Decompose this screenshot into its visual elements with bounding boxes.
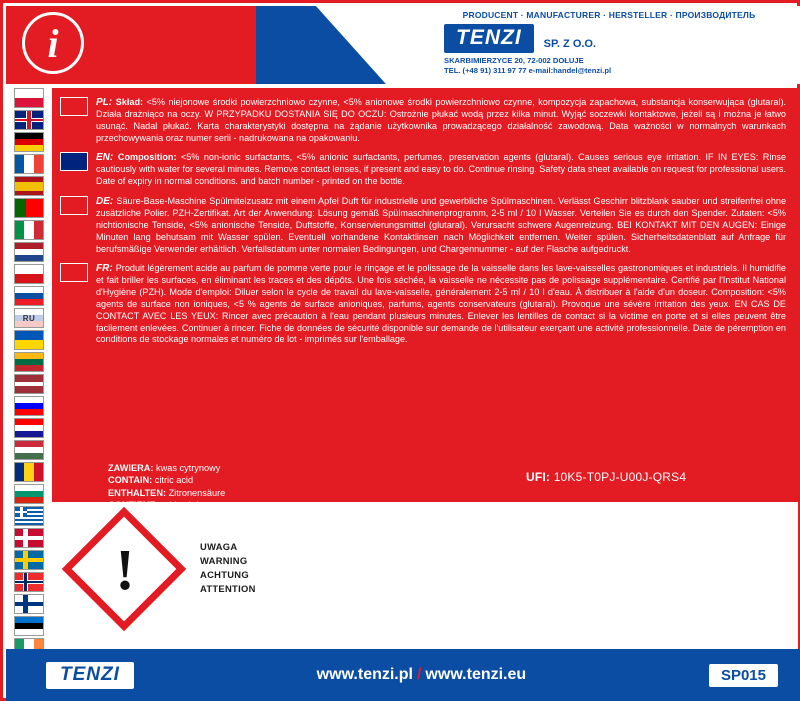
flag-poland [14, 88, 44, 108]
url-separator: / [416, 666, 422, 683]
tenzi-logo-header: TENZI [444, 24, 534, 53]
flag-bulgaria [14, 484, 44, 504]
flag-greece [14, 506, 44, 526]
flag-romania [14, 462, 44, 482]
ufi-block [526, 470, 686, 484]
contains-line: ZAWIERA: kwas cytrynowy [108, 463, 221, 473]
flag-lithuania [14, 352, 44, 372]
info-icon: i [22, 12, 84, 74]
flag-latvia [14, 374, 44, 394]
signal-word: ATTENTION [200, 583, 256, 595]
company-contact-line: TEL. (+48 91) 311 97 77 e-mail:handel@tenzi.pl [444, 65, 612, 75]
contains-line: ENTHALTEN: Zitronensäure [108, 487, 226, 498]
label-header [6, 6, 800, 84]
flag-italy [14, 220, 44, 240]
signal-words [200, 540, 256, 596]
flag-france [14, 154, 44, 174]
warning-strip [52, 502, 798, 649]
language-text-fr: FR: Produit légèrement acide au parfum de pomme verte pour le rinçage et le polissage de la vaisselle dans les lave-vaisselles gastronomiques et industriels. Il humidifie et fait briller les surfaces, en éliminant les traces et des dépôts. Une fois séchée, la vaisselle ne nécessite pas de polissage supplémentaire. Certifié par l'Institut National d'Hygiène (PZH). Mode d'emploi: Diluer selon le cycle de travail du lave-vaisselle, généralement 2-5 ml / 10 l d'eau. À distribuer à l'aide d'un doseur. Composition: <5% agents de surface non ioniques, <5 % agents de surface anioniques, parfums, agents conservateurs (glutaral). Provoque une sévère irritation des yeux. EN CAS DE CONTACT AVEC LES YEUX: Rincer avec précaution à l'eau pendant plusieurs minutes. Enlever les lentilles de contact si la victime en porte et si elles peuvent être facilement enlevées. Continuer à rincer. Fiche de données de sécurité disponible sur demande de l'utilisateur exerçant une activité professionnelle. Date de péremption en conditions de stockage normales et numéro de lot - imprimés sur l'emballage. [96, 263, 786, 345]
language-block-fr [60, 262, 786, 346]
flag-poland [60, 97, 88, 116]
flag-slovakia [14, 286, 44, 306]
signal-word: ACHTUNG [200, 569, 249, 581]
company-address-line1: SKARBIMIERZYCE 20, 72-002 DOŁUJE [444, 55, 584, 65]
website-links [134, 666, 709, 684]
website-eu-link[interactable]: www.tenzi.eu [425, 666, 527, 683]
flag-ukraine [14, 330, 44, 350]
manufacturer-roles: PRODUCENT · MANUFACTURER · HERSTELLER · ПРОИЗВОДИТЕЛЬ [462, 10, 756, 20]
flag-sweden [14, 550, 44, 570]
language-text-pl: PL: Skład: <5% niejonowe środki powierzchniowo czynne, <5% anionowe środki powierzchniowo czynne, kompozycja zapachowa, substancja konserwująca (glutaral). Działa drażniąco na oczy. W PRZYPADKU DOSTANIA SIĘ DO OCZU: Ostrożnie płukać wodą przez kilka minut. Wyjąć soczewki kontaktowe, jeżeli są i można je łatwo usunąć. Nadal płukać. Karta charakterystyki dostępna na żądanie użytkownika prowadzącego działalność zawodową. Data ważności w normalnych warunkach przechowywania oraz numer serii - nadrukowana na opakowaniu. [96, 97, 786, 143]
company-legal-form: SP. Z O.O. [543, 37, 597, 50]
signal-word: UWAGA [200, 541, 238, 552]
flag-denmark [14, 528, 44, 548]
flag-hungary [14, 440, 44, 460]
flag-france [60, 263, 88, 282]
language-block-en [60, 151, 786, 188]
flag-germany [14, 132, 44, 152]
multilingual-text-block [56, 92, 794, 456]
flag-russia [14, 308, 44, 328]
flag-slovenia [14, 396, 44, 416]
contains-line: CONTAIN: citric acid [108, 475, 194, 486]
flag-portugal [14, 198, 44, 218]
flag-croatia [14, 418, 44, 438]
label-main-panel [52, 88, 798, 649]
flag-code-label: RU [15, 309, 43, 327]
language-block-pl [60, 96, 786, 144]
brand-row [444, 24, 790, 53]
flag-netherlands [14, 242, 44, 262]
tenzi-logo-footer: TENZI [46, 662, 134, 689]
flag-finland [14, 594, 44, 614]
flag-norway [14, 572, 44, 592]
language-flag-column [6, 84, 52, 649]
exclamation-glyph: ! [115, 537, 135, 602]
flag-estonia [14, 616, 44, 636]
flag-czech-republic [14, 264, 44, 284]
language-text-en: EN: Composition: <5% non-ionic surfactants, <5% anionic surfactants, perfumes, preservation agents (glutaral). Causes serious eye irritation. IF IN EYES: Rinse cautiously with water for several minutes. Remove contact lenses, if present and easy to do. Continue rinsing. Safety data sheet available on request for professional users. Date of expiry in normal conditions. and batch number - printed on the bottle. [96, 152, 787, 187]
flag-germany [60, 196, 88, 215]
language-text-de: DE: Säure-Base-Maschine Spülmitelzusatz mit einem Apfel Duft für industrielle und gewerbliche Spülmaschinen. Verlässt Geschirr blitzblank sauber und streifenfrei ohne zusätzliche Polier. PZH-Zertifikat. Art der Anwendung: Lösung gemäß Spülmaschinenprogramm, 2-5 ml / 10 l Wasser. Verteilen Sie es durch den Spender. Zutaten: <5% nichtionische Tenside, <5% anionische Tenside, Duftstoffe, Konservierungsmittel (glutaral). Verursacht schwere Augenreizung. BEI KONTAKT MIT DEN AUGEN: Einige Minuten lang behutsam mit Wasser spülen. Eventuell vorhandene Kontaktlinsen nach Möglichkeit entfernen. Weiter spülen. Sicherheitsdatenblatt auf Anfrage für berufsmäßige Verwender erhältlich. Verfallsdatum unter normalen Bedingungen, und Chargennummer - auf der Flasche aufgedruckt. [96, 196, 787, 254]
signal-word: WARNING [200, 555, 248, 567]
exclamation-mark-ghs-icon [70, 515, 180, 625]
flag-spain [14, 176, 44, 196]
flag-united-kingdom [14, 110, 44, 130]
label-footer [6, 649, 800, 701]
ufi-code: 10K5-T0PJ-U00J-QRS4 [553, 470, 687, 484]
flag-united-kingdom [60, 152, 88, 171]
website-pl-link[interactable]: www.tenzi.pl [316, 666, 413, 683]
ufi-label: UFI: [526, 470, 551, 484]
manufacturer-block [430, 10, 790, 76]
language-block-de [60, 195, 786, 255]
product-code-badge: SP015 [709, 664, 778, 687]
